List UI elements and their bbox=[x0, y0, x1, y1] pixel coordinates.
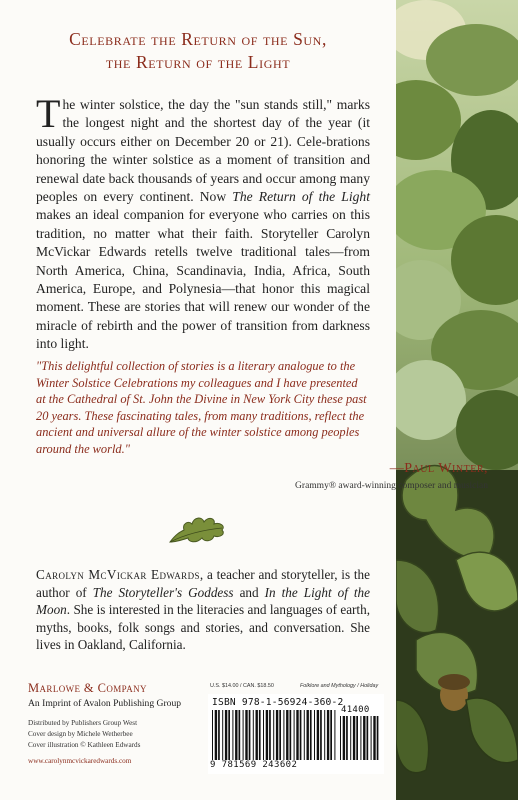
credit-line: Cover design by Michele Wetherbee bbox=[28, 730, 133, 739]
barcode-bar bbox=[300, 710, 302, 760]
barcode-bar bbox=[228, 710, 230, 760]
credits-block bbox=[28, 718, 140, 752]
barcode-bar bbox=[245, 710, 247, 760]
barcode-bar bbox=[320, 710, 322, 760]
barcode-bar bbox=[360, 716, 361, 760]
oak-leaf-icon bbox=[166, 512, 230, 550]
headline-line-2: the Return of the Light bbox=[105, 52, 291, 72]
endorsement-author: —Paul Winter, bbox=[389, 461, 488, 476]
category-label: Folklore and Mythology / Holiday bbox=[300, 683, 379, 689]
barcode-bar bbox=[249, 710, 251, 760]
description-text-1: he winter solstice, the day the "sun stands still," marks the longest night and the shortest day of the year (it usually occurs either on December 20 or 21). Cele-brations honoring the winter solstice as a moment of transition and renewal date back thousands of years and occur among many peoples on every continent. Now bbox=[36, 97, 370, 205]
description-text-2: makes an ideal companion for everyone who carries on this tradition, no matter what their faith. Storyteller Carolyn McVickar Edwards retells twelve traditional tales—from North America, China, Scandinavia, India, Africa, South America, Europe, and Polynesia—that honor this magical moment. These are stories that will renew our wonder of the miracle of rebirth and the power of transition from darkness into light. bbox=[36, 207, 370, 352]
barcode-bar bbox=[343, 716, 345, 760]
barcode-bar bbox=[259, 710, 261, 760]
barcode-bar bbox=[266, 710, 268, 760]
barcode-bar bbox=[273, 710, 274, 760]
publisher-name: Marlowe & Company bbox=[28, 681, 147, 695]
barcode-bar bbox=[371, 716, 372, 760]
barcode-bar bbox=[239, 710, 241, 760]
headline-line-1: Celebrate the Return of the Sun, bbox=[69, 29, 327, 49]
supplement-digits: 41400 bbox=[341, 705, 370, 715]
barcode-bar bbox=[276, 710, 278, 760]
barcode-bar bbox=[222, 710, 223, 760]
barcode-bar bbox=[243, 710, 244, 760]
barcode-bar bbox=[263, 710, 264, 760]
endorsement-author-desc: Grammy® award-winning composer and musician bbox=[295, 481, 488, 491]
author-bio bbox=[36, 566, 370, 654]
barcode-bar bbox=[232, 710, 233, 760]
barcode-bar bbox=[279, 710, 281, 760]
barcode-bar bbox=[290, 710, 292, 760]
barcode-bar bbox=[334, 710, 335, 760]
author-bio-text-2: and bbox=[233, 584, 265, 600]
barcode-bar bbox=[215, 710, 217, 760]
barcode-bar bbox=[377, 716, 379, 760]
barcode-bar bbox=[353, 716, 355, 760]
barcode-bar bbox=[304, 710, 305, 760]
cover-illustration bbox=[396, 0, 518, 800]
barcode-bar bbox=[346, 716, 348, 760]
barcode-bar bbox=[367, 716, 369, 760]
author-name: Carolyn McVickar Edwards bbox=[36, 567, 200, 582]
barcode-bar bbox=[296, 710, 298, 760]
barcode-bar bbox=[327, 710, 329, 760]
barcode-bar bbox=[356, 716, 358, 760]
supplement-barcode-bars bbox=[340, 716, 380, 760]
price-label: U.S. $14.00 / CAN. $18.50 bbox=[210, 683, 274, 689]
isbn-text: ISBN 978-1-56924-360-2 bbox=[212, 697, 344, 708]
description-paragraph bbox=[36, 91, 370, 354]
author-book-1: The Storyteller's Goddess bbox=[92, 584, 234, 600]
barcode-bar bbox=[286, 710, 288, 760]
credit-line: Distributed by Publishers Group West bbox=[28, 719, 138, 727]
barcode-bar bbox=[330, 710, 332, 760]
ean-barcode-bars bbox=[212, 710, 336, 760]
barcode-bar bbox=[373, 716, 375, 760]
barcode-bar bbox=[218, 710, 220, 760]
barcode bbox=[208, 694, 384, 774]
barcode-bar bbox=[350, 716, 351, 760]
barcode-bar bbox=[294, 710, 295, 760]
author-bio-text-3: . She is interested in the literacies and languages of earth, myths, books, folk songs and stories, and conversation. She lives in Oakland, California. bbox=[36, 602, 370, 653]
barcode-bar bbox=[310, 710, 312, 760]
barcode-bar bbox=[269, 710, 271, 760]
website-link[interactable]: www.carolynmcvickaredwards.com bbox=[28, 757, 132, 765]
barcode-bar bbox=[212, 710, 213, 760]
drop-cap: T bbox=[36, 91, 61, 136]
credit-line: Cover illustration © Kathleen Edwards bbox=[28, 741, 141, 750]
endorsement-quote: "This delightful collection of stories is a literary analogue to the Winter Solstice Celebrations my colleagues and I have presented at the Cathedral of St. John the Divine in New York City these past 20 years. These fascinating tales, from many traditions, reflect the ancient and universal allure of the winter solstice among peoples around the world." bbox=[36, 359, 367, 456]
barcode-bar bbox=[340, 716, 341, 760]
barcode-bar bbox=[317, 710, 319, 760]
barcode-bar bbox=[324, 710, 325, 760]
publisher-imprint: An Imprint of Avalon Publishing Group bbox=[28, 698, 182, 709]
barcode-bar bbox=[307, 710, 309, 760]
author-book-2: In the Light of the Moon bbox=[36, 584, 370, 618]
barcode-bar bbox=[225, 710, 227, 760]
author-bio-text-1: , a teacher and storyteller, is the author of bbox=[36, 567, 370, 600]
barcode-bar bbox=[314, 710, 315, 760]
barcode-bar bbox=[256, 710, 258, 760]
barcode-bar bbox=[253, 710, 254, 760]
description-book-title: The Return of the Light bbox=[232, 189, 370, 205]
barcode-bar bbox=[235, 710, 237, 760]
ean-digits: 9 781569 243602 bbox=[210, 760, 298, 770]
barcode-bar bbox=[283, 710, 284, 760]
barcode-bar bbox=[363, 716, 365, 760]
